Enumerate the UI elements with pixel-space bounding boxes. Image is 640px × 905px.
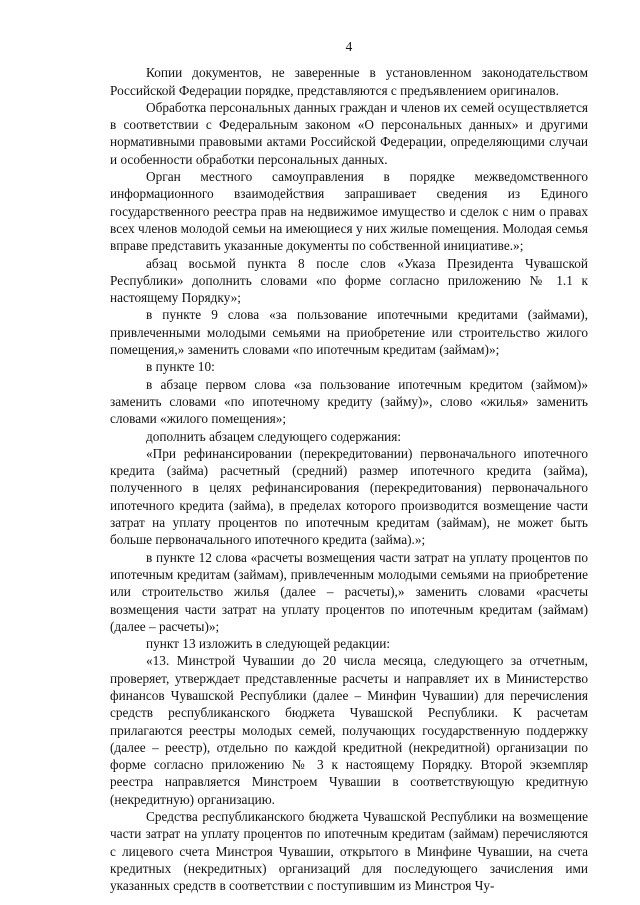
paragraph: в пункте 10: [146,359,215,375]
paragraph: «13. Минстрой Чувашии до 20 числа месяца, следующего за отчетным, проверяет, утверждает представленные расчеты и направляет их в Министерство финансов Чувашской Республики (далее – Минфин Чувашии) для перечисления средств республиканского бюджета Чувашской Республики. К расчетам прилагаются реестры молодых семей, получающих государственную поддержку (далее – реестр), отдельно по каждой кредитной (некредитной) организации по форме согласно приложению № 3 к настоящему Порядку. Второй экземпляр реестра направляется Минстроем Чувашии в соответствующую кредитную (некредитную) организацию. [110,653,588,807]
paragraph: пункт 13 изложить в следующей редакции: [146,636,391,652]
paragraph: абзац восьмой пункта 8 после слов «Указа Президента Чувашской Республики» дополнить словами «по форме согласно приложению № 1.1 к настоящему Порядку»; [110,255,588,306]
paragraph: в абзаце первом слова «за пользование ипотечным кредитом (займом)» заменить словами «по ипотечному кредиту (займу)», слово «жилья» заменить словами «жилого помещения»; [110,376,588,427]
document-body [110,64,588,894]
paragraph: в пункте 9 слова «за пользование ипотечными кредитами (займами), привлеченными молодыми семьями на приобретение или строительство жилого помещения,» заменить словами «по ипотечным кредитам (займам)»; [110,307,588,358]
paragraph: дополнить абзацем следующего содержания: [146,428,402,444]
paragraph: Копии документов, не заверенные в установленном законодательством Российской Федерации порядке, представляются с предъявлением оригиналов. [110,65,588,98]
paragraph: Орган местного самоуправления в порядке межведомственного информационного взаимодействия запрашивает сведения из Единого государственного реестра прав на недвижимое имущество и сделок с ним о правах всех членов молодой семьи на имеющиеся у них жилые помещения. Молодая семья вправе представить указанные документы по собственной инициативе.»; [110,169,588,254]
paragraph: в пункте 12 слова «расчеты возмещения части затрат на уплату процентов по ипотечным кредитам (займам), привлеченным молодыми семьями на приобретение или строительство жилья (далее – расчеты),» заменить словами «расчеты возмещения части затрат на уплату процентов по ипотечным кредитам (займам) (далее – расчеты)»; [110,549,588,634]
paragraph: Обработка персональных данных граждан и членов их семей осуществляется в соответствии с Федеральным законом «О персональных данных» и другими нормативными правовыми актами Российской Федерации, определяющими случаи и особенности обработки персональных данных. [110,99,588,167]
paragraph: Средства республиканского бюджета Чувашской Республики на возмещение части затрат на уплату процентов по ипотечным кредитам (займам) перечисляются с лицевого счета Минстроя Чувашии, открытого в Минфине Чувашии, на счета кредитных (некредитных) организаций для последующего зачисления ими указанных средств в соответствии с поступившим из Минстроя Чу- [110,809,588,894]
paragraph: «При рефинансировании (перекредитовании) первоначального ипотечного кредита (займа) расчетный (средний) размер ипотечного кредита (займа), полученного в целях рефинансирования (перекредитования) первоначального ипотечного кредита (займа), в пределах которого производится возмещение части затрат на уплату процентов по ипотечным кредитам (займам), не может быть больше первоначального ипотечного кредита (займа).»; [110,445,588,548]
page-number: 4 [345,39,353,54]
